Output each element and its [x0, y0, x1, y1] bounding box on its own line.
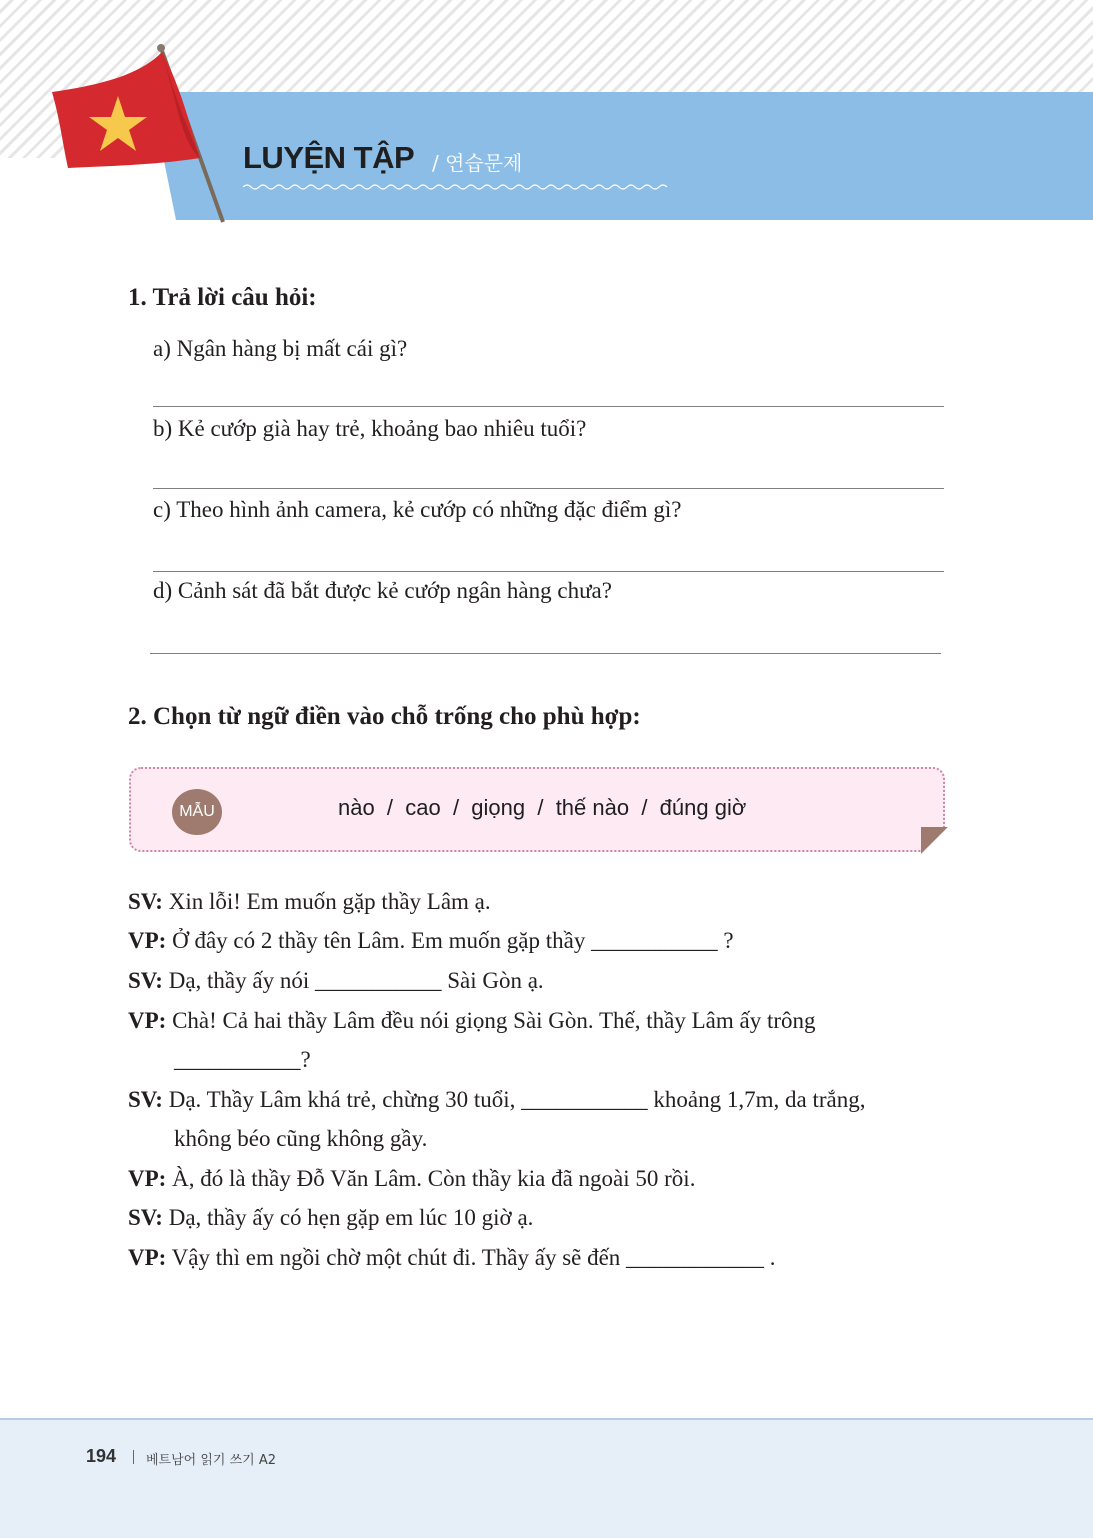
dialogue-line: [128, 1205, 533, 1231]
dialogue-line: [128, 889, 491, 915]
dialogue-continuation: ___________?: [174, 1047, 311, 1072]
speaker: SV:: [128, 968, 163, 993]
question-a: a) Ngân hàng bị mất cái gì?: [153, 336, 408, 361]
dialogue-line: [128, 1087, 866, 1113]
dialogue-line: [128, 928, 734, 954]
section2-heading: 2. Chọn từ ngữ điền vào chỗ trống cho phù hợp:: [128, 703, 641, 730]
speaker: VP:: [128, 1245, 167, 1270]
speaker: VP:: [128, 928, 167, 953]
answer-line-c[interactable]: [153, 571, 944, 572]
vietnam-flag-icon: [40, 40, 240, 230]
dialogue-text: Chà! Cả hai thầy Lâm đều nói giọng Sài Gòn. Thế, thầy Lâm ấy trông: [166, 1008, 816, 1033]
word-bank-corner-fold: [921, 827, 948, 854]
speaker: SV:: [128, 1205, 163, 1230]
dialogue-line: [128, 1166, 695, 1192]
word-bank: nào / cao / giọng / thế nào / đúng giờ: [338, 795, 747, 820]
question-d: d) Cảnh sát đã bắt được kẻ cướp ngân hàng chưa?: [153, 578, 612, 603]
answer-line-b[interactable]: [153, 488, 944, 489]
section1-heading: 1. Trả lời câu hỏi:: [128, 284, 317, 311]
question-b: b) Kẻ cướp già hay trẻ, khoảng bao nhiêu tuổi?: [153, 416, 587, 441]
answer-line-a[interactable]: [153, 406, 944, 407]
page-title: LUYỆN TẬP: [243, 140, 415, 175]
dialogue-line: [128, 1008, 816, 1034]
question-c: c) Theo hình ảnh camera, kẻ cướp có những đặc điểm gì?: [153, 497, 682, 522]
title-wave-divider: [243, 183, 668, 191]
dialogue-text: À, đó là thầy Đỗ Văn Lâm. Còn thầy kia đã ngoài 50 rồi.: [166, 1166, 696, 1191]
answer-line-d[interactable]: [150, 653, 941, 654]
dialogue-text: Dạ, thầy ấy có hẹn gặp em lúc 10 giờ ạ.: [162, 1205, 534, 1230]
dialogue-text: Xin lỗi! Em muốn gặp thầy Lâm ạ.: [162, 889, 491, 914]
sample-badge: MẪU: [172, 789, 222, 835]
page-subtitle: / 연습문제: [432, 151, 523, 175]
speaker: SV:: [128, 889, 163, 914]
dialogue-text: Vậy thì em ngồi chờ một chút đi. Thầy ấy sẽ đến ____________ .: [166, 1245, 776, 1270]
dialogue-continuation: không béo cũng không gầy.: [174, 1126, 428, 1151]
speaker: VP:: [128, 1008, 167, 1033]
book-title: 베트남어 읽기 쓰기 A2: [146, 1453, 277, 1468]
speaker: VP:: [128, 1166, 167, 1191]
page-footer: [0, 1418, 1093, 1538]
dialogue-line: [128, 1245, 776, 1271]
page-number: 194: [86, 1446, 117, 1466]
speaker: SV:: [128, 1087, 163, 1112]
dialogue-text: Ở đây có 2 thầy tên Lâm. Em muốn gặp thầy ___________ ?: [166, 928, 734, 953]
dialogue-text: Dạ. Thầy Lâm khá trẻ, chừng 30 tuổi, ___________ khoảng 1,7m, da trắng,: [162, 1087, 866, 1112]
footer-separator: [133, 1450, 134, 1464]
dialogue-line: [128, 968, 544, 994]
dialogue-text: Dạ, thầy ấy nói ___________ Sài Gòn ạ.: [162, 968, 544, 993]
